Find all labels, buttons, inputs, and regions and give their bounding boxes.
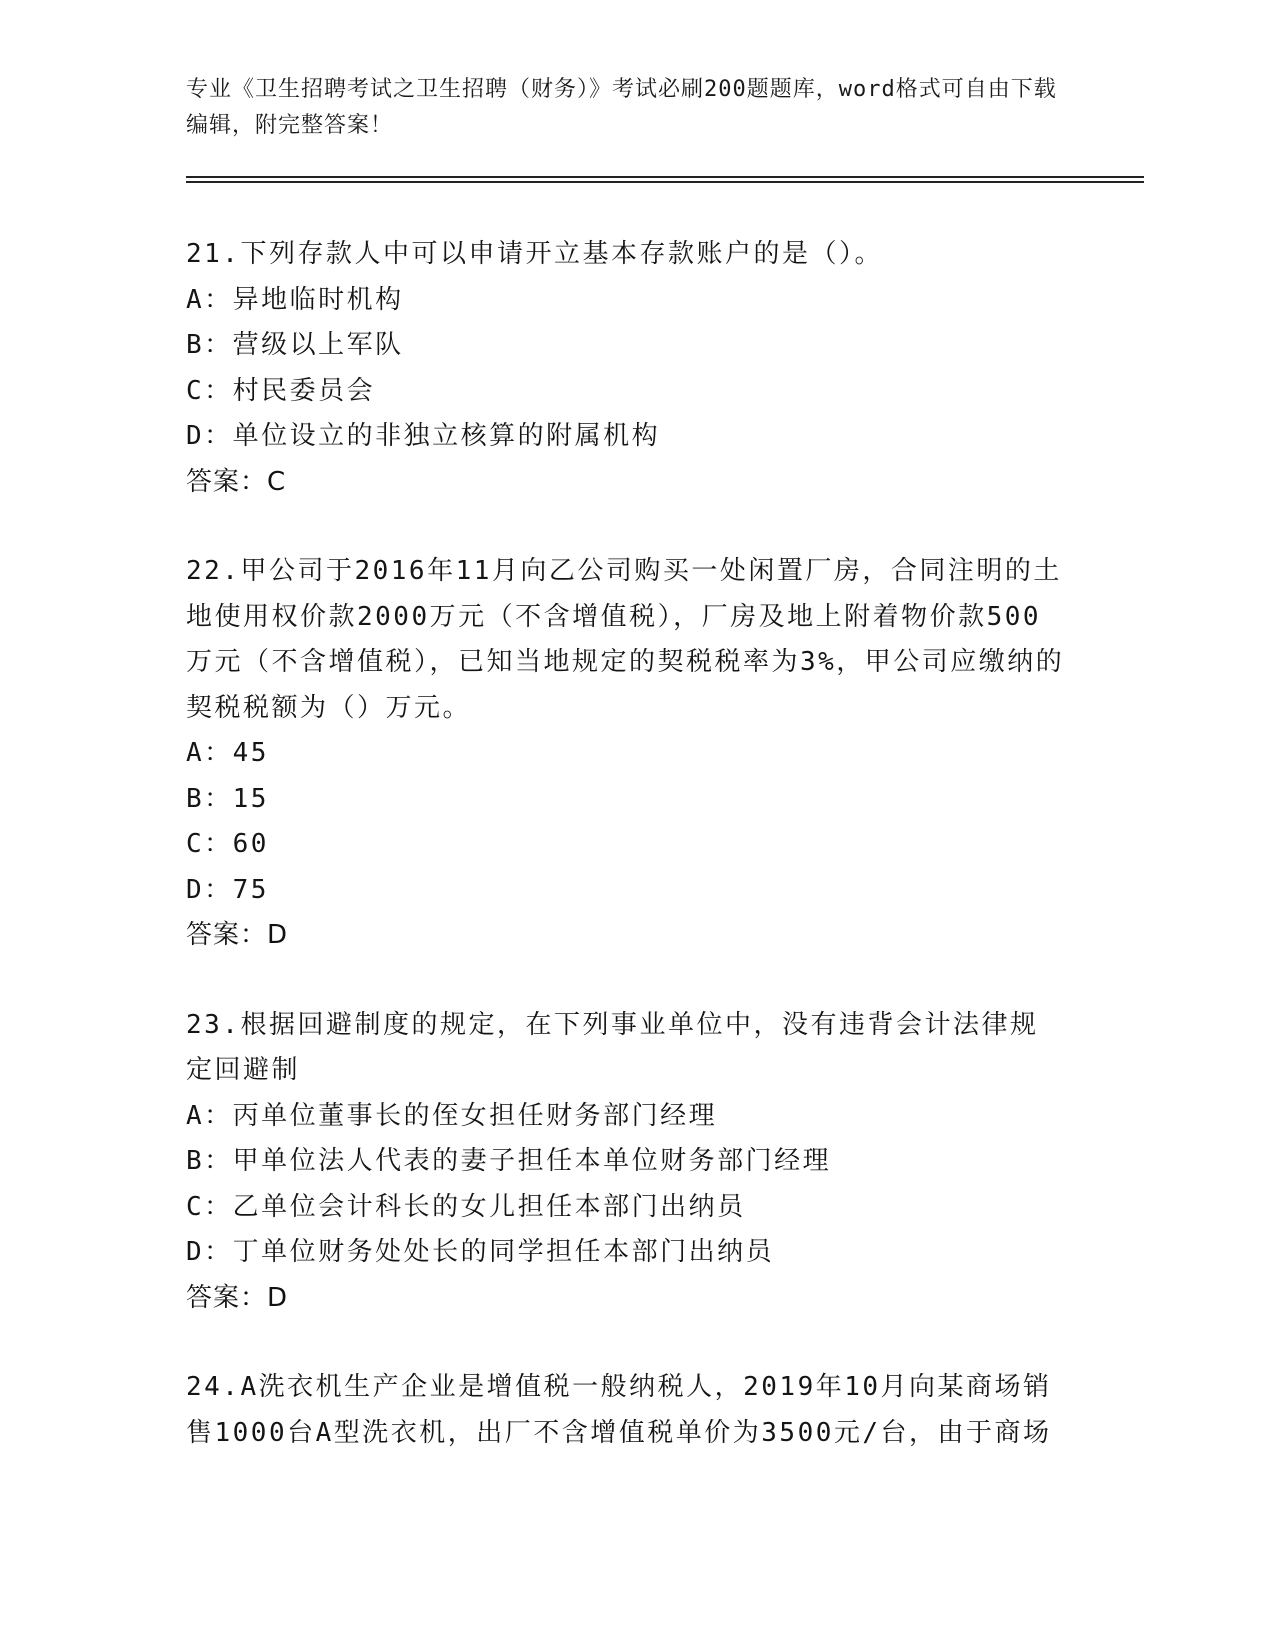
option-d: D：丁单位财务处处长的同学担任本部门出纳员 [186, 1237, 775, 1267]
option-c: C：村民委员会 [186, 375, 376, 406]
option-a: A：45 [186, 738, 269, 768]
option-b: B：营级以上军队 [186, 330, 404, 360]
question-list [186, 232, 1066, 1500]
option-a: A：丙单位董事长的侄女担任财务部门经理 [186, 1100, 718, 1131]
answer-line: 答案：C [186, 466, 287, 497]
answer-line: 答案：D [186, 1282, 289, 1313]
option-c: C：60 [186, 829, 269, 859]
question-24 [186, 1365, 1066, 1456]
question-stem: 21.下列存款人中可以申请开立基本存款账户的是（）。 [186, 239, 883, 269]
question-stem: 24.A洗衣机生产企业是增值税一般纳税人，2019年10月向某商场销售1000台A型洗衣机，出厂不含增值税单价为3500元/台，由于商场 [186, 1372, 1052, 1448]
question-21 [186, 232, 1066, 505]
answer-line: 答案：D [186, 920, 289, 950]
question-stem: 22.甲公司于2016年11月向乙公司购买一处闲置厂房，合同注明的土地使用权价款2000万元（不含增值税），厂房及地上附着物价款500万元（不含增值税），已知当地规定的契税税率为3%，甲公司应缴纳的契税税额为（）万元。 [186, 556, 1065, 723]
option-d: D：75 [186, 874, 269, 905]
document-header: 专业《卫生招聘考试之卫生招聘（财务）》考试必刷200题题库，word格式可自由下载编辑，附完整答案！ [186, 77, 1057, 138]
option-b: B：甲单位法人代表的妻子担任本单位财务部门经理 [186, 1146, 832, 1176]
question-stem: 23.根据回避制度的规定，在下列事业单位中，没有违背会计法律规定回避制 [186, 1009, 1039, 1085]
question-22 [186, 549, 1066, 959]
header-divider-top [186, 176, 1144, 178]
option-c: C：乙单位会计科长的女儿担任本部门出纳员 [186, 1191, 746, 1222]
option-b: B：15 [186, 783, 269, 814]
option-a: A：异地临时机构 [186, 284, 404, 315]
header-divider-bottom [186, 181, 1144, 183]
question-23 [186, 1003, 1066, 1322]
option-d: D：单位设立的非独立核算的附属机构 [186, 421, 661, 451]
